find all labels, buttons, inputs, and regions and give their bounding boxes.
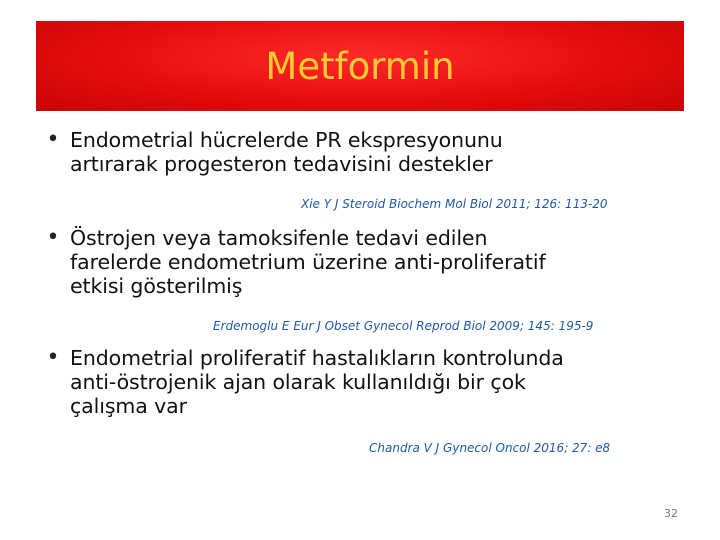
citation: Xie Y J Steroid Biochem Mol Biol 2011; 126: 113-20 (301, 197, 608, 211)
bullet-text: Endometrial hücrelerde PR ekspresyonunu artırarak progesteron tedavisini destekler (70, 128, 503, 176)
citation: Erdemoglu E Eur J Obset Gynecol Reprod Biol 2009; 145: 195-9 (213, 319, 594, 333)
slide-title: Metformin (265, 45, 455, 88)
bullet-dot-icon: • (46, 345, 60, 370)
page-number: 32 (664, 507, 678, 520)
bullet-text: Östrojen veya tamoksifenle tedavi edilen farelerde endometrium üzerine anti-proliferatif etkisi gösterilmiş (70, 226, 546, 298)
bullet-text: Endometrial proliferatif hastalıkların kontrolunda anti-östrojenik ajan olarak kullanıldığı bir çok çalışma var (70, 346, 564, 418)
citation: Chandra V J Gynecol Oncol 2016; 27: e8 (369, 441, 611, 455)
bullet-dot-icon: • (46, 225, 60, 250)
bullet-dot-icon: • (46, 127, 60, 152)
slide-title-banner (36, 21, 684, 111)
